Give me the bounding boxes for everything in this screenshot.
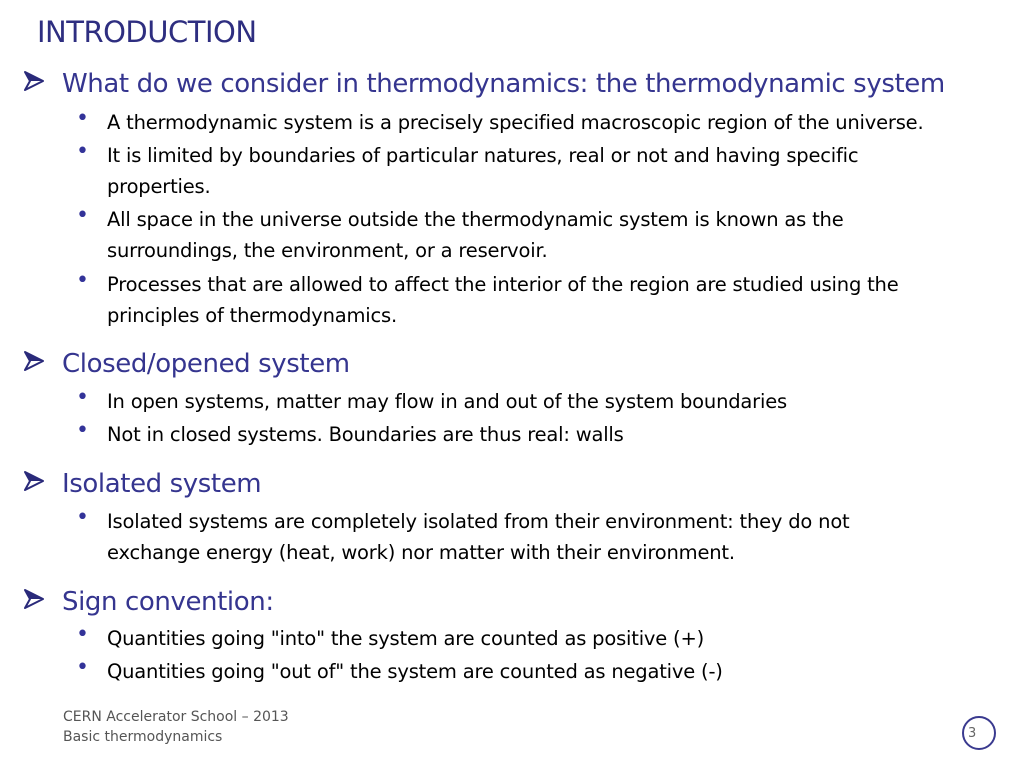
bullet-text: A thermodynamic system is a precisely specified macroscopic region of the universe. <box>107 111 924 134</box>
dot-bullet-icon: • <box>76 203 89 228</box>
arrowhead-bullet-icon <box>23 350 45 372</box>
dot-bullet-icon: • <box>76 655 89 680</box>
dot-bullet-icon: • <box>76 505 89 530</box>
arrowhead-bullet-icon <box>23 70 45 92</box>
page-number: 3 <box>968 726 977 741</box>
dot-bullet-icon: • <box>76 268 89 293</box>
footer-school-name: CERN Accelerator School – 2013 <box>63 709 289 725</box>
slide-footer <box>63 707 289 747</box>
dot-bullet-icon: • <box>76 622 89 647</box>
bullet-text: Isolated systems are completely isolated from their environment: they do not exchange energy (heat, work) nor matter with their environment. <box>107 510 850 564</box>
dot-bullet-icon: • <box>76 385 89 410</box>
bullet-text: It is limited by boundaries of particular natures, real or not and having specific properties. <box>107 144 859 198</box>
section-heading <box>0 348 1000 382</box>
arrowhead-bullet-icon <box>23 588 45 610</box>
bullet-text: Quantities going "out of" the system are counted as negative (-) <box>107 660 723 683</box>
dot-bullet-icon: • <box>76 106 89 131</box>
slide-title: INTRODUCTION <box>37 15 257 49</box>
section-heading <box>0 586 1000 620</box>
section-heading-text: Closed/opened system <box>62 349 350 379</box>
section-heading-text: Isolated system <box>62 469 262 499</box>
bullet-text: Processes that are allowed to affect the interior of the region are studied using the principles of thermodynamics. <box>107 273 899 327</box>
section-heading-text: Sign convention: <box>62 587 274 617</box>
bullet-text: Quantities going "into" the system are counted as positive (+) <box>107 627 705 650</box>
bullet-text: In open systems, matter may flow in and out of the system boundaries <box>107 390 787 413</box>
arrowhead-bullet-icon <box>23 470 45 492</box>
dot-bullet-icon: • <box>76 418 89 443</box>
bullet-text: All space in the universe outside the thermodynamic system is known as the surroundings, the environment, or a reservoir. <box>107 208 844 262</box>
bullet-text: Not in closed systems. Boundaries are thus real: walls <box>107 423 624 446</box>
section-heading <box>0 68 1000 102</box>
section-heading-text: What do we consider in thermodynamics: the thermodynamic system <box>62 69 945 99</box>
page-number-badge <box>962 716 996 750</box>
dot-bullet-icon: • <box>76 139 89 164</box>
section-heading <box>0 468 1000 502</box>
footer-course-name: Basic thermodynamics <box>63 729 223 745</box>
